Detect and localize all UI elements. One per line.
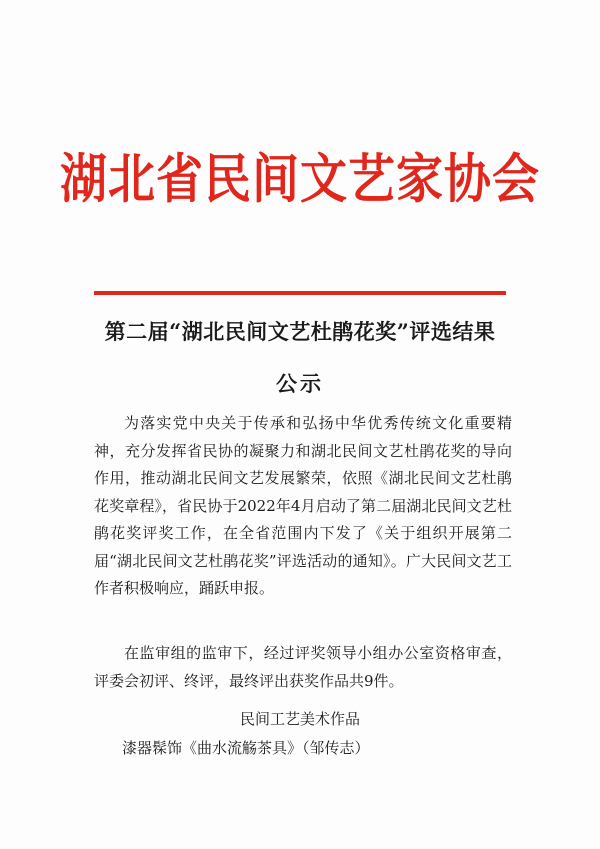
body-paragraph-2: 在监审组的监审下，经过评奖领导小组办公室资格审查，评委会初评、终评，最终评出获奖作品共9件。 (94, 644, 512, 690)
document-title: 第二届“湖北民间文艺杜鹃花奖”评选结果 (104, 319, 496, 344)
red-divider-line (94, 291, 506, 295)
award-item: 漆器髹饰《曲水流觞茶具》（邹传志） (122, 739, 370, 757)
document-subtitle: 公示 (276, 371, 324, 396)
organization-header: 湖北省民间文艺家协会 (60, 148, 540, 211)
award-category-heading: 民间工艺美术作品 (239, 710, 360, 728)
body-paragraph-1: 为落实党中央关于传承和弘扬中华优秀传统文化重要精神，充分发挥省民协的凝聚力和湖北民间文艺杜鹃花奖的导向作用，推动湖北民间文艺发展繁荣，依照《湖北民间文艺杜鹃花奖章程》，省民协于2022年4月启动了第二届湖北民间文艺杜鹃花奖评奖工作，在全省范围内下发了《关于组织开展第二届“湖北民间文艺杜鹃花奖”评选活动的通知》。广大民间文艺工作者积极响应，踊跃申报。 (94, 414, 512, 597)
